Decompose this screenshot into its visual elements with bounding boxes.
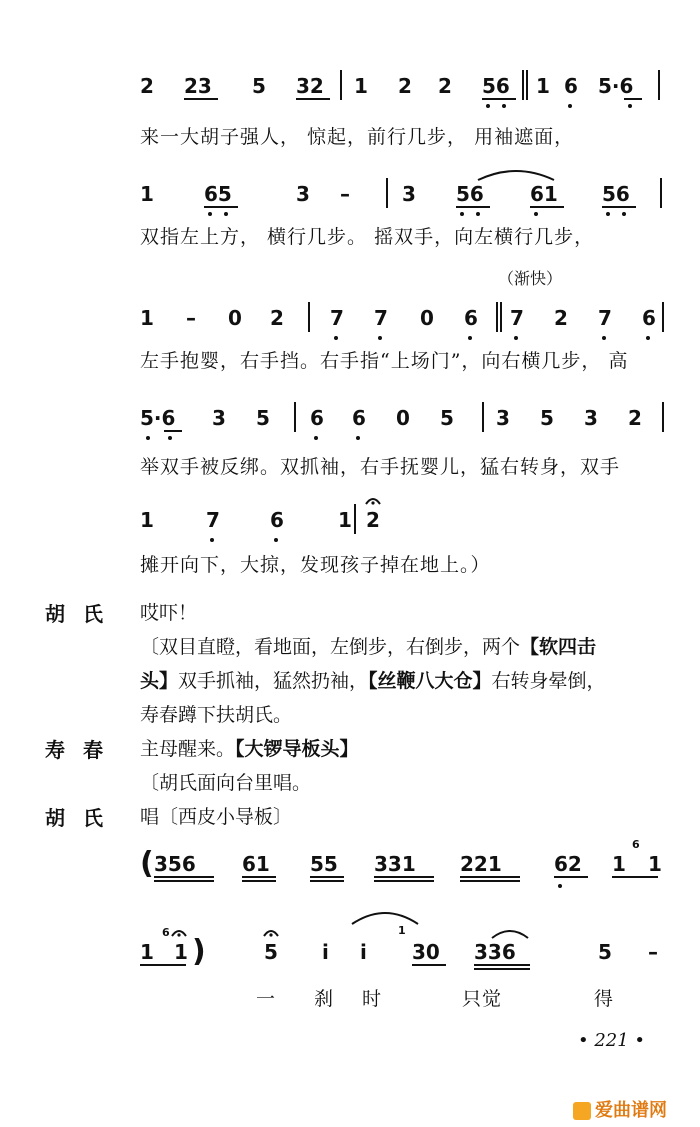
note: 356 [154,852,196,876]
barline [340,70,342,100]
lyric-word: 一 [256,988,277,1010]
note: 2 [438,74,452,98]
note: 7 [330,306,344,330]
note: 3 [496,406,510,430]
note: 336 [474,940,516,964]
note: 0 [420,306,434,330]
notation-row-4 [140,406,660,442]
slur-icon [490,926,530,940]
note: 5 [252,74,266,98]
note: 2 [366,508,380,532]
barline [354,504,356,534]
lyric-word: 刹 [314,988,335,1010]
note: 5 [264,940,278,964]
note: 5·6 [140,406,176,430]
fermata-icon [170,926,188,938]
note: 7 [206,508,220,532]
notation-row-1 [140,74,660,110]
note: 6 [352,406,366,430]
note: 1 [648,852,662,876]
page-number: • 221 • [578,1030,646,1051]
slur-icon [350,906,420,926]
note: 0 [228,306,242,330]
lyric-line-4: 举双手被反绑。双抓袖，右手抚婴儿，猛右转身，双手 [140,456,621,478]
spoken-line: 主母醒来。【大锣导板头】 [140,738,359,760]
notation-row-5 [140,508,660,544]
note: 3 [212,406,226,430]
notation-row-3 [140,306,660,342]
lyric-word: 得 [594,988,615,1010]
note: 2 [270,306,284,330]
barline [294,402,296,432]
lyric-line-2: 双指左上方， 横行几步。 摇双手，向左横行几步， [140,226,595,248]
note: 7 [598,306,612,330]
note: – [340,182,350,206]
barline [308,302,310,332]
note: – [186,306,196,330]
tempo-marking: （渐快） [498,269,563,288]
note: 1 [338,508,352,532]
note: 6 [464,306,478,330]
note: 6 [642,306,656,330]
grace-note: 6 [632,838,640,851]
lyric-line-5: 摊开向下，大掠，发现孩子掉在地上。） [140,554,491,576]
note: 5 [256,406,270,430]
note: 1 [174,940,188,964]
note: 0 [396,406,410,430]
note: 5 [440,406,454,430]
note: 7 [374,306,388,330]
barline [662,302,664,332]
stage-direction: 头】双手抓袖，猛然扔袖，【丝鞭八大仓】右转身晕倒， [140,670,606,692]
barline [660,178,662,208]
slur-icon [476,166,556,182]
note: 1 [140,940,154,964]
paren: ) [192,934,206,969]
barline [522,70,524,100]
aria-cue: 唱〔西皮小导板〕 [140,806,293,828]
note: 61 [530,182,558,206]
notation-row-7 [140,924,660,976]
note: 30 [412,940,440,964]
note: 6 [310,406,324,430]
barline [658,70,660,100]
paren: ( [140,846,154,881]
note: 56 [482,74,510,98]
note: 2 [398,74,412,98]
fermata-icon [262,926,280,938]
grace-note: 6 [162,926,170,939]
note: 3 [402,182,416,206]
note: 3 [584,406,598,430]
stage-direction: 〔双目直瞪，看地面，左倒步，右倒步，两个【软四击 [140,636,597,658]
note: 221 [460,852,502,876]
note: 32 [296,74,324,98]
note: 1 [140,182,154,206]
barline [482,402,484,432]
note: 1 [140,306,154,330]
note: 2 [140,74,154,98]
note: 23 [184,74,212,98]
note: 62 [554,852,582,876]
note: i [360,940,367,964]
spoken-line: 哎吓！ [140,602,198,624]
lyric-line-1: 来一大胡子强人， 惊起，前行几步， 用袖遮面， [140,126,575,148]
lyric-word: 只觉 [462,988,503,1010]
role-name: 胡氏 [45,806,121,830]
note: 61 [242,852,270,876]
note: 6 [270,508,284,532]
note: 1 [536,74,550,98]
note: 56 [456,182,484,206]
barline [496,302,498,332]
notation-row-2 [140,182,660,218]
note: – [648,940,658,964]
stage-direction: 〔胡氏面向台里唱。 [140,772,312,794]
barline [662,402,664,432]
music-note-icon [573,1102,591,1120]
role-name: 寿春 [45,738,121,762]
note: 1 [140,508,154,532]
note: 7 [510,306,524,330]
note: 2 [554,306,568,330]
lyric-word: 时 [362,988,383,1010]
note: 5 [540,406,554,430]
fermata-icon [364,494,382,506]
note: 6 [564,74,578,98]
note: 56 [602,182,630,206]
note: 65 [204,182,232,206]
note: 3 [296,182,310,206]
barline [386,178,388,208]
site-watermark: 爱曲谱网 [573,1096,667,1122]
note: 331 [374,852,416,876]
note: 1 [612,852,626,876]
role-name: 胡氏 [45,602,121,626]
stage-direction: 寿春蹲下扶胡氏。 [140,704,293,726]
note: 5 [598,940,612,964]
lyric-line-3: 左手抱婴，右手挡。右手指“上场门”，向右横几步， 高 [140,350,629,372]
grace-note: 1 [398,924,406,937]
note: i [322,940,329,964]
note: 55 [310,852,338,876]
note: 5·6 [598,74,634,98]
note: 2 [628,406,642,430]
notation-row-6 [140,838,662,888]
note: 1 [354,74,368,98]
